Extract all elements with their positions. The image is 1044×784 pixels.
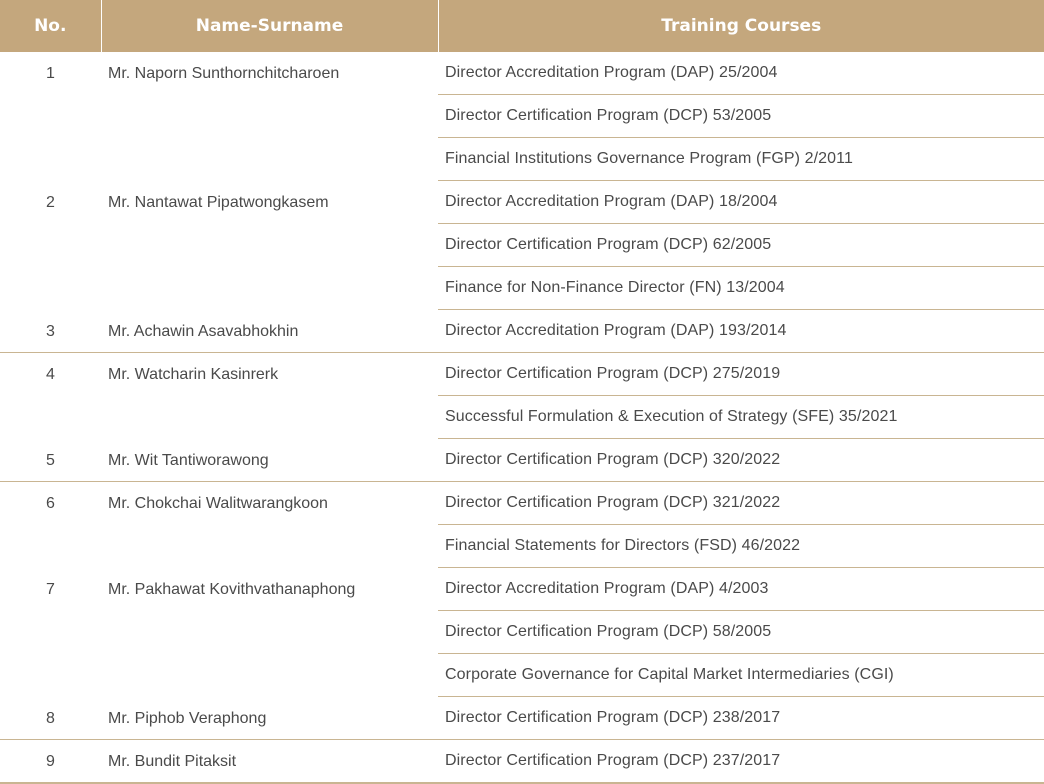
director-name: Mr. Wit Tantiworawong	[101, 439, 438, 482]
training-course: Finance for Non-Finance Director (FN) 13/2004	[438, 267, 1044, 310]
header-row	[0, 0, 1044, 52]
training-course: Successful Formulation & Execution of Strategy (SFE) 35/2021	[438, 396, 1044, 439]
table-row	[0, 52, 1044, 95]
training-course: Director Certification Program (DCP) 320/2022	[438, 439, 1044, 482]
director-name: Mr. Piphob Veraphong	[101, 697, 438, 740]
row-number: 2	[46, 193, 55, 211]
table-row	[0, 697, 1044, 740]
director-name: Mr. Achawin Asavabhokhin	[101, 310, 438, 353]
training-course: Director Certification Program (DCP) 238/2017	[438, 697, 1044, 740]
director-name: Mr. Bundit Pitaksit	[101, 740, 438, 784]
training-course: Director Certification Program (DCP) 275/2019	[438, 353, 1044, 396]
row-number: 3	[0, 310, 101, 353]
header-no: No.	[0, 0, 101, 52]
training-course: Director Accreditation Program (DAP) 4/2003	[438, 568, 1044, 611]
row-number: 1	[46, 65, 55, 82]
training-course: Director Accreditation Program (DAP) 18/2004	[438, 181, 1044, 224]
header-courses: Training Courses	[438, 0, 1044, 52]
header-name: Name-Surname	[101, 0, 438, 52]
director-name: Mr. Chokchai Walitwarangkoon	[108, 495, 328, 512]
row-number: 7	[46, 580, 55, 598]
training-course: Director Certification Program (DCP) 321/2022	[438, 482, 1044, 525]
table-row	[0, 482, 1044, 525]
row-number: 4	[46, 366, 55, 383]
table-body	[0, 52, 1044, 783]
director-name: Mr. Pakhawat Kovithvathanaphong	[108, 580, 356, 598]
training-course: Director Certification Program (DCP) 58/2005	[438, 611, 1044, 654]
row-number: 9	[0, 740, 101, 784]
director-name: Mr. Naporn Sunthornchitcharoen	[108, 65, 340, 82]
training-course: Financial Institutions Governance Program (FGP) 2/2011	[438, 138, 1044, 181]
training-course: Corporate Governance for Capital Market Intermediaries (CGI)	[438, 654, 1044, 697]
director-name: Mr. Watcharin Kasinrerk	[108, 366, 279, 383]
row-number: 8	[0, 697, 101, 740]
table-row	[0, 181, 1044, 224]
table-row	[0, 310, 1044, 353]
table-row	[0, 353, 1044, 396]
training-course: Financial Statements for Directors (FSD) 46/2022	[438, 525, 1044, 568]
row-number: 5	[0, 439, 101, 482]
training-course: Director Certification Program (DCP) 237/2017	[438, 740, 1044, 784]
table-row	[0, 568, 1044, 611]
training-course: Director Certification Program (DCP) 53/2005	[438, 95, 1044, 138]
table-header	[0, 0, 1044, 52]
training-course: Director Certification Program (DCP) 62/2005	[438, 224, 1044, 267]
table-row	[0, 439, 1044, 482]
row-number: 6	[46, 495, 55, 512]
training-course: Director Accreditation Program (DAP) 25/2004	[438, 52, 1044, 95]
training-course: Director Accreditation Program (DAP) 193/2014	[438, 310, 1044, 353]
table-row	[0, 740, 1044, 784]
director-name: Mr. Nantawat Pipatwongkasem	[108, 193, 329, 211]
